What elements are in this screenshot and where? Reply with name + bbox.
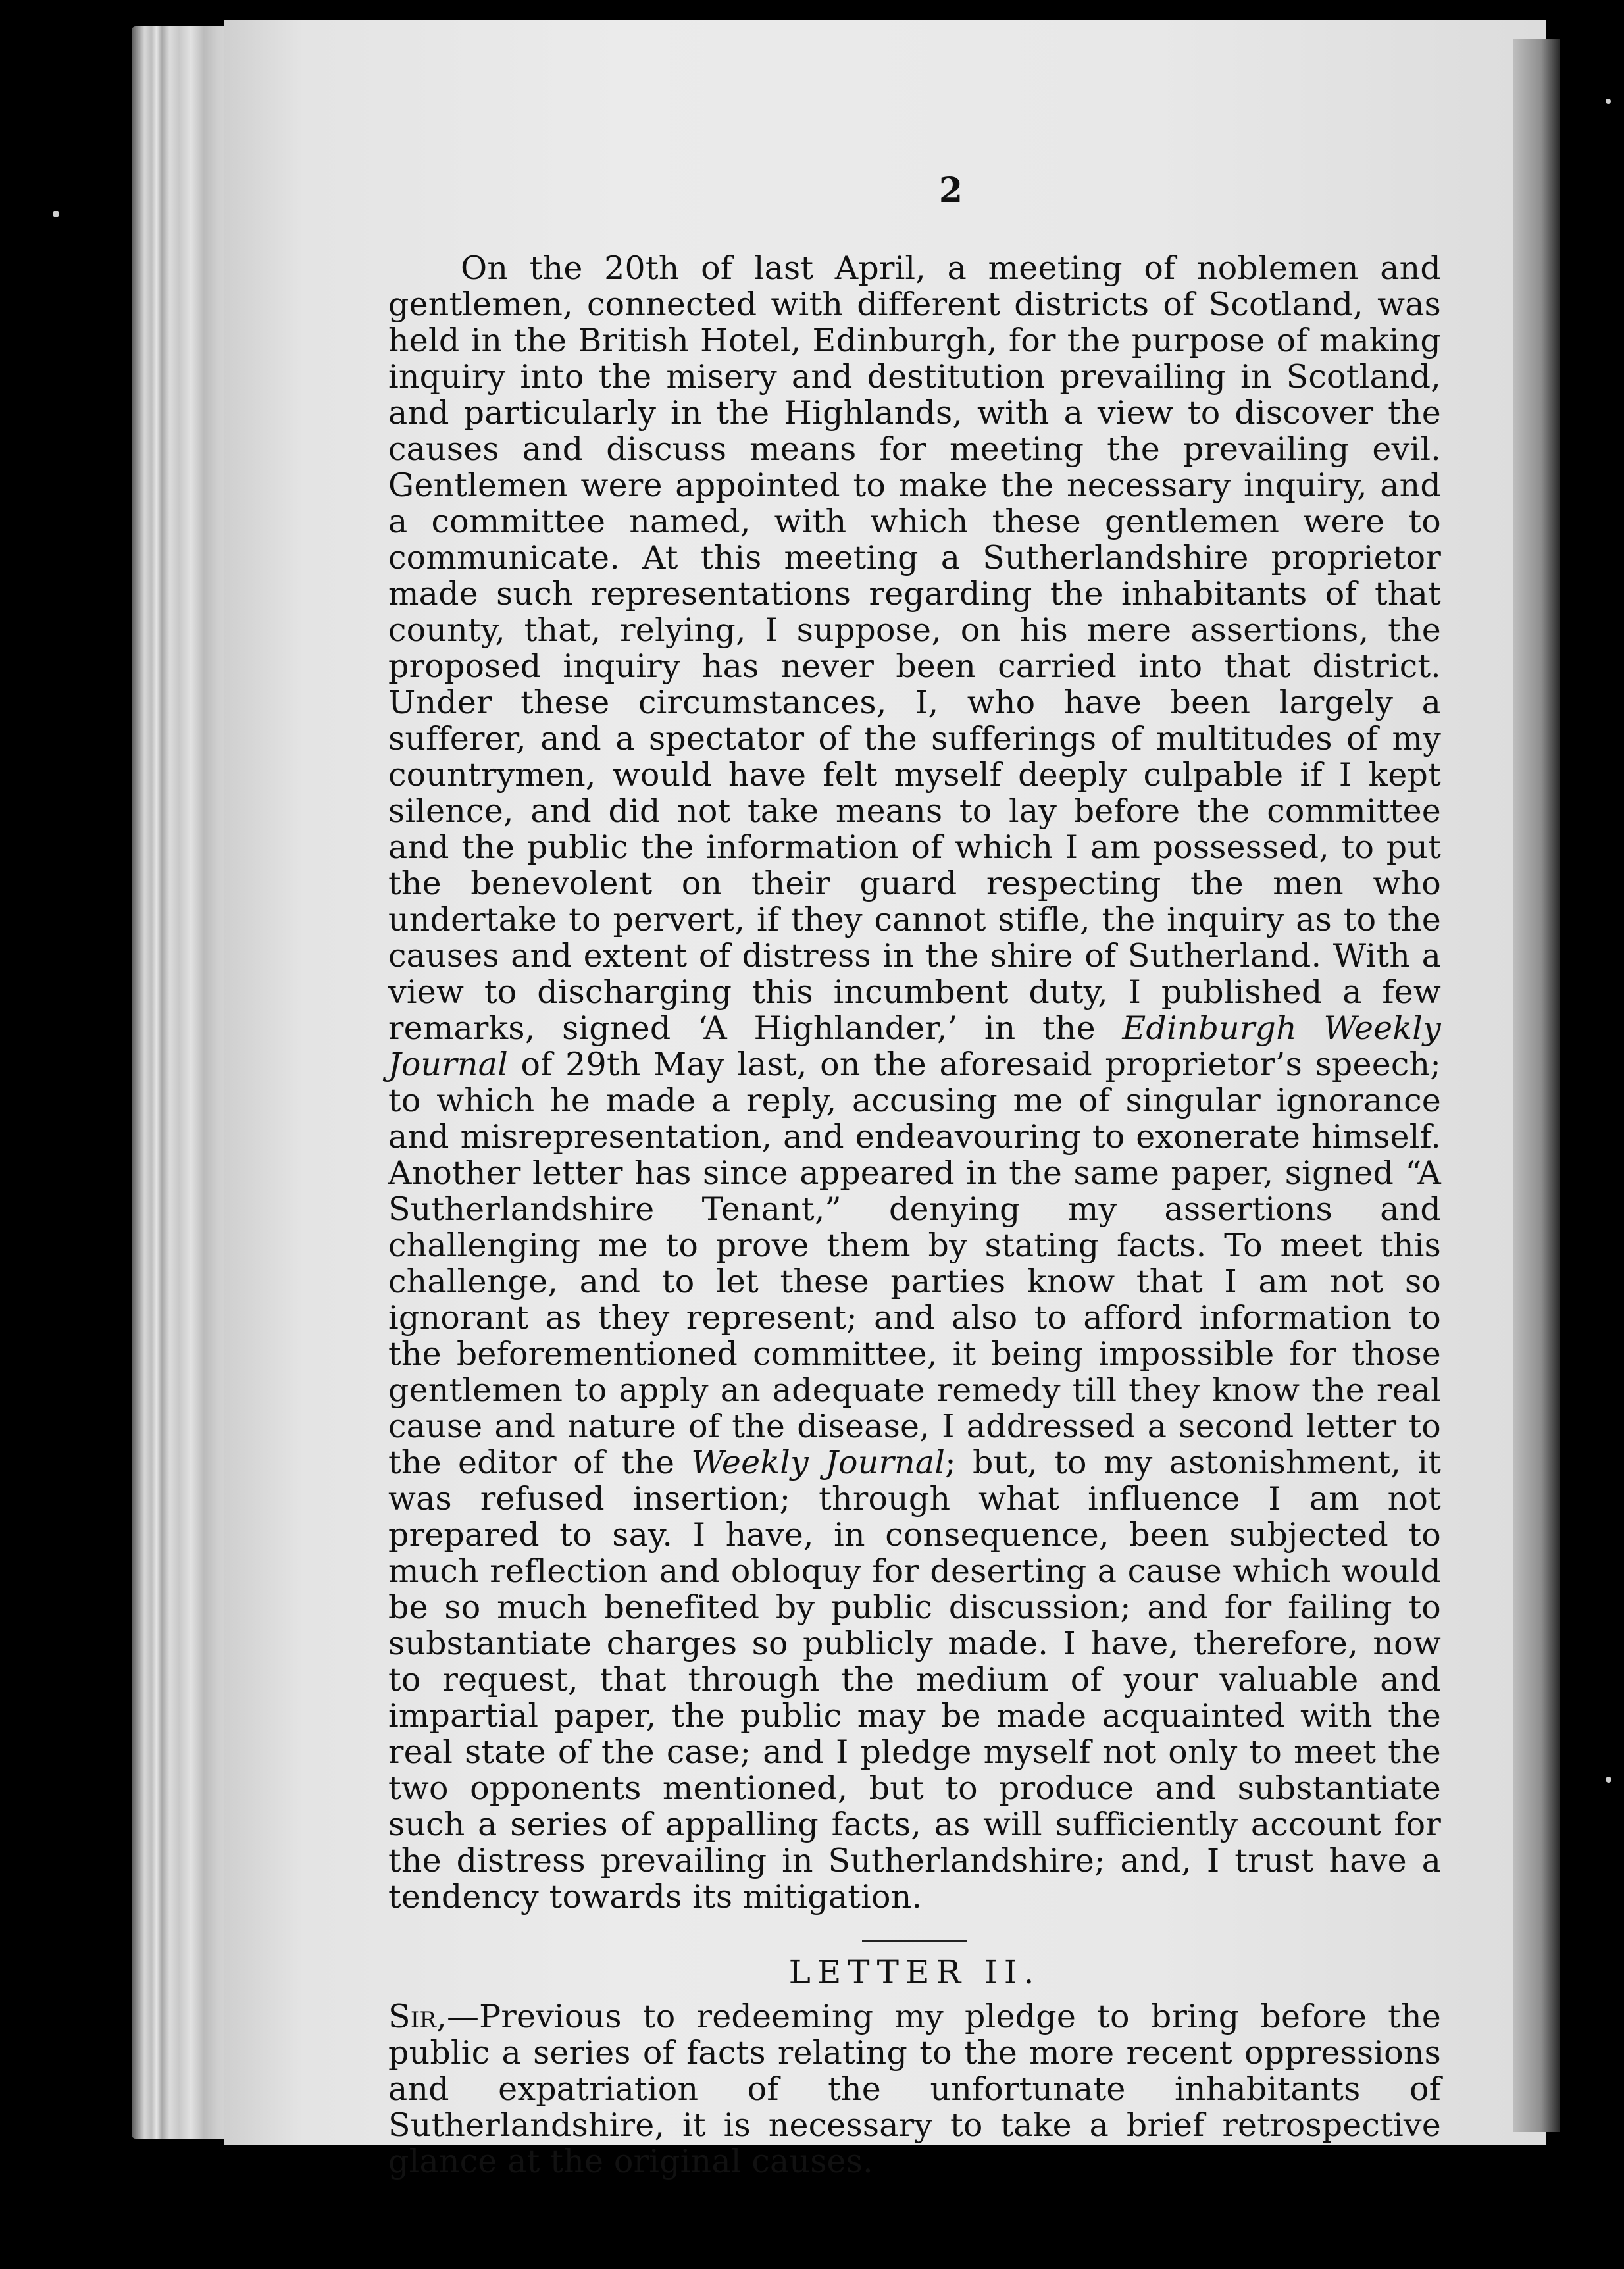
dust-speck — [1606, 99, 1611, 104]
book-edge-right — [1513, 39, 1560, 2132]
dust-speck — [53, 211, 59, 217]
journal-title: Edinburgh Weekly Journal — [388, 1009, 1442, 1083]
section-divider — [862, 1940, 967, 1942]
paragraph-text: —Previous to redeeming my pledge to bring before the public a series of facts relating to the more recent oppressions and expatriation of the unfortunate inhabitants of Sutherlandshire, it is necessary to take a brief retrospective glance at the original causes. — [388, 1998, 1441, 2180]
letter-one-paragraph — [388, 250, 1441, 1915]
journal-title: Weekly Journal — [691, 1444, 946, 1481]
paragraph-text: On the 20th of last April, a meeting of noblemen and gentlemen, connected with different districts of Scotland, was held in the British Hotel, Edinburgh, for the purpose of making inquiry into the misery and destitution prevailing in Scotland, and particularly in the Highlands, with a view to discover the causes and discuss means for meeting the prevailing evil. Gentlemen were appointed to make the necessary inquiry, and a committee named, with which these gentlemen were to communicate. At this meeting a Sutherlandshire proprietor made such representations regarding the inhabitants of that county, that, relying, I suppose, on his mere assertions, the proposed inquiry has never been carried into that district. Under these circumstances, I, who have been largely a sufferer, and a spectator of the sufferings of multitudes of my countrymen, would have felt myself deeply culpable if I kept silence, and did not take means to lay before the committee and the public the information of which I am possessed, to put the benevolent on their guard respecting the men who undertake to pervert, if they cannot stifle, the inquiry as to the causes and extent of distress in the shire of Sutherland. With a view to discharging this incumbent duty, I published a few remarks, signed ‘A Highlander,’ in the — [388, 249, 1441, 1047]
letter-heading: LETTER II. — [788, 1953, 1041, 1991]
book-edge-left — [132, 26, 230, 2139]
dust-speck — [1606, 1777, 1611, 1783]
salutation: Sir, — [388, 1998, 447, 2035]
paragraph-text: ; but, to my astonishment, it was refused insertion; through what influence I am not prepared to say. I have, in consequence, been subjected to much reflection and obloquy for deserting a cause which would be so much benefited by public discussion; and for failing to substantiate charges so publicly made. I have, therefore, now to request, that through the medium of your valuable and impartial paper, the public may be made acquainted with the real state of the case; and I pledge myself not only to meet the two opponents mentioned, but to produce and substantiate such a series of appalling facts, as will sufficiently account for the distress prevailing in Sutherlandshire; and, I trust have a tendency towards its mitigation. — [388, 1444, 1441, 1916]
document-text — [388, 171, 1441, 2180]
page-number: 2 — [938, 170, 963, 211]
paragraph-text: of 29th May last, on the aforesaid proprietor’s speech; to which he made a reply, accusing me of singular ignorance and misrepresentation, and endeavouring to exonerate himself. Another letter has since appeared in the same paper, signed “A Sutherlandshire Tenant,” denying my assertions and challenging me to prove them by stating facts. To meet this challenge, and to let these parties know that I am not so ignorant as they represent; and also to afford information to the beforementioned committee, it being impossible for those gentlemen to apply an adequate remedy till they know the real cause and nature of the disease, I addressed a second letter to the editor of the — [388, 1046, 1441, 1481]
letter-two-paragraph — [388, 1999, 1441, 2180]
